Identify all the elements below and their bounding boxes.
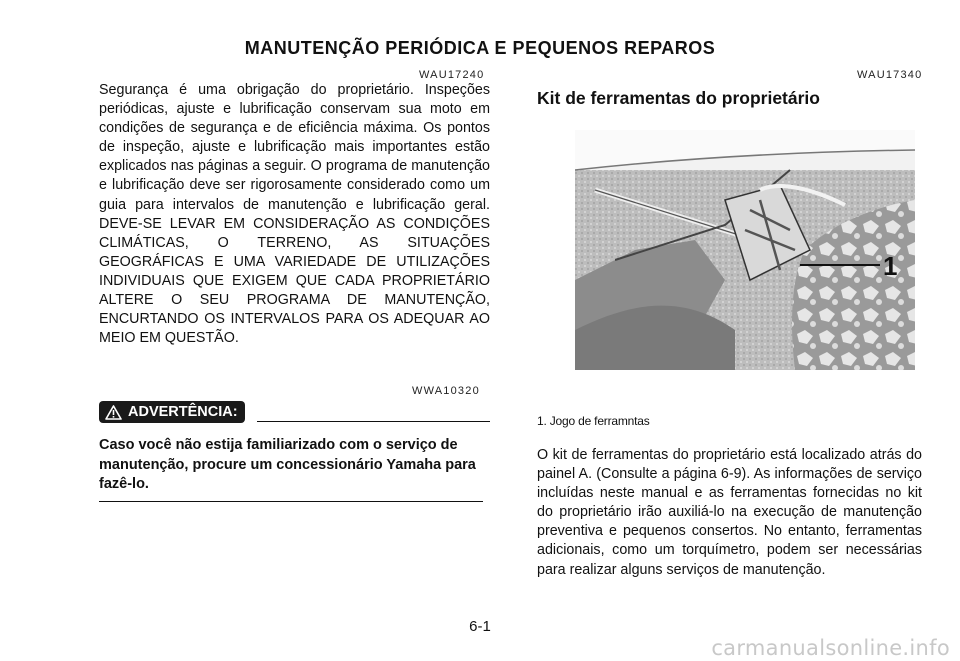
warning-rule bbox=[257, 421, 490, 422]
toolkit-paragraph: O kit de ferramentas do proprietário está localizado atrás do painel A. (Consulte a página 6-9). As informações de serviço incluídas neste manual e as ferramentas fornecidas no kit do proprietário irão auxiliá-lo na execução de manutenção preventiva e pequenos consertos. No entanto, ferramentas adicionais, como um torquímetro, podem ser necessárias para realizar alguns serviços de manutenção. bbox=[537, 447, 922, 578]
warning-bottom-rule bbox=[99, 501, 483, 502]
warning-code: WWA10320 bbox=[412, 385, 480, 397]
page-number: 6-1 bbox=[469, 618, 491, 635]
photo-caption: 1. Jogo de ferramntas bbox=[537, 414, 650, 428]
callout-number: 1 bbox=[883, 251, 898, 281]
section-title: Kit de ferramentas do proprietário bbox=[537, 88, 820, 108]
warning-header bbox=[99, 401, 490, 427]
intro-section bbox=[99, 81, 490, 348]
warning-triangle-icon bbox=[105, 405, 122, 420]
intro-paragraph: Segurança é uma obrigação do proprietário. Inspeções periódicas, ajuste e lubrificação conservam sua moto em condições de segurança e de eficiência máxima. Os pontos de inspeção, ajuste e lubrificação mais importantes estão explicados nas páginas a seguir. O programa de manutenção e lubrificação deve ser rigorosamente considerado como um guia para intervalos de manutenção e lubrificação geral. DEVE-SE LEVAR EM CONSIDERAÇÃO AS CONDIÇÕES CLIMÁTICAS, O TERRENO, AS SITUAÇÕES GEOGRÁFICAS E UMA VARIEDADE DE UTILIZAÇÕES INDIVIDUAIS QUE EXIGEM QUE CADA PROPRIETÁRIO ALTERE O SEU PROGRAMA DE MANUTENÇÃO, ENCURTANDO OS INTERVALOS PARA OS ADEQUAR AO MEIO EM QUESTÃO. bbox=[99, 82, 490, 347]
warning-label: ADVERTÊNCIA: bbox=[128, 404, 238, 420]
section-code: WAU17340 bbox=[857, 69, 923, 81]
toolkit-photo bbox=[575, 130, 915, 370]
warning-badge bbox=[99, 401, 245, 423]
page-title: MANUTENÇÃO PERIÓDICA E PEQUENOS REPAROS bbox=[244, 38, 716, 58]
toolkit-section bbox=[537, 446, 922, 580]
document-code: WAU17240 bbox=[419, 69, 485, 81]
watermark: carmanualsonline.info bbox=[711, 636, 950, 660]
warning-text: Caso você não estija familiarizado com o serviço de manutenção, procure um concessionário Yamaha para fazê-lo. bbox=[99, 437, 476, 492]
